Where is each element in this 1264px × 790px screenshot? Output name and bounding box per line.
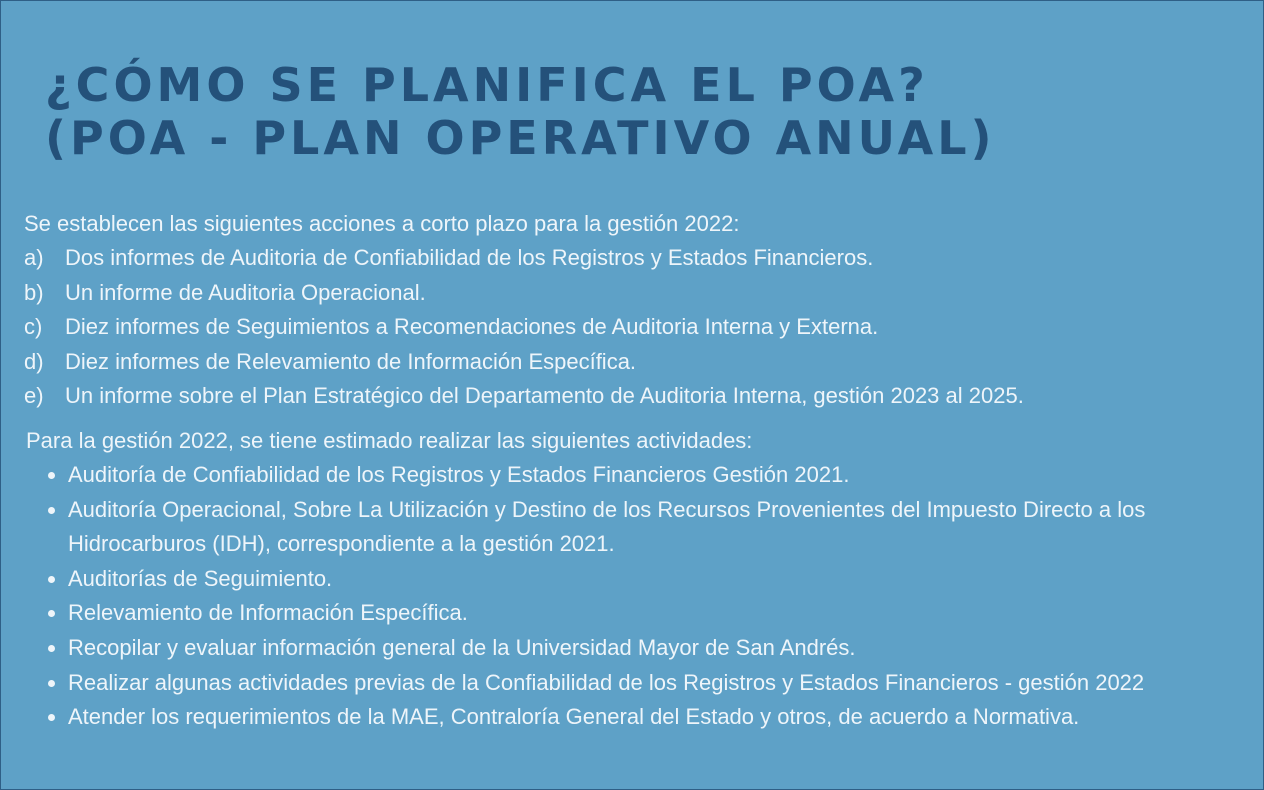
list-item bbox=[46, 596, 1206, 631]
list-item-text: Realizar algunas actividades previas de la Confiabilidad de los Registros y Estados Financieros - gestión 2022 bbox=[68, 669, 1145, 695]
list-item-letter: b) bbox=[24, 279, 44, 305]
list-item bbox=[46, 493, 1206, 562]
activities-list bbox=[46, 458, 1206, 735]
bullet-icon bbox=[48, 645, 55, 652]
short-term-intro: Se establecen las siguientes acciones a corto plazo para la gestión 2022: bbox=[24, 211, 740, 236]
list-item-text: Auditoría de Confiabilidad de los Registros y Estados Financieros Gestión 2021. bbox=[68, 462, 850, 487]
bullet-icon bbox=[48, 472, 55, 479]
bullet-icon bbox=[48, 576, 55, 583]
list-item-letter: e) bbox=[24, 383, 44, 409]
list-item-text: Relevamiento de Información Específica. bbox=[68, 600, 468, 626]
list-item bbox=[46, 562, 1206, 597]
list-item-text: Dos informes de Auditoria de Confiabilidad de los Registros y Estados Financieros. bbox=[65, 245, 874, 270]
list-item bbox=[24, 310, 1024, 345]
list-item-text: Un informe sobre el Plan Estratégico del Departamento de Auditoria Interna, gestión 2023 al 2025. bbox=[65, 383, 1024, 409]
activities-intro: Para la gestión 2022, se tiene estimado realizar las siguientes actividades: bbox=[26, 428, 753, 453]
title-line-2: (POA - PLAN OPERATIVO ANUAL) bbox=[45, 111, 996, 165]
list-item bbox=[46, 631, 1206, 666]
list-item-text: Auditoría Operacional, Sobre La Utilización y Destino de los Recursos Provenientes del Impuesto Directo a los Hidrocarburos (IDH), correspondiente a la gestión 2021. bbox=[68, 496, 1146, 557]
page-title bbox=[45, 59, 996, 165]
bullet-icon bbox=[48, 507, 55, 514]
bullet-icon bbox=[48, 610, 55, 617]
list-item-letter: c) bbox=[24, 314, 43, 340]
short-term-list bbox=[24, 241, 1024, 414]
list-item bbox=[24, 379, 1024, 414]
list-item bbox=[46, 666, 1206, 701]
list-item-text: Recopilar y evaluar información general de la Universidad Mayor de San Andrés. bbox=[68, 634, 856, 660]
list-item bbox=[24, 241, 1024, 276]
title-line-1: ¿CÓMO SE PLANIFICA EL POA? bbox=[45, 58, 929, 112]
list-item-text: Diez informes de Relevamiento de Información Específica. bbox=[65, 348, 637, 374]
list-item-text: Atender los requerimientos de la MAE, Contraloría General del Estado y otros, de acuerdo a Normativa. bbox=[68, 704, 1080, 730]
bullet-icon bbox=[48, 714, 55, 721]
list-item bbox=[24, 345, 1024, 380]
bullet-icon bbox=[48, 680, 55, 687]
list-item bbox=[46, 458, 1206, 493]
list-item-letter: d) bbox=[24, 348, 44, 374]
list-item bbox=[46, 700, 1206, 735]
list-item-text: Diez informes de Seguimientos a Recomendaciones de Auditoria Interna y Externa. bbox=[65, 314, 879, 340]
list-item bbox=[24, 276, 1024, 311]
list-item-text: Un informe de Auditoria Operacional. bbox=[65, 279, 426, 305]
list-item-letter: a) bbox=[24, 245, 44, 270]
list-item-text: Auditorías de Seguimiento. bbox=[68, 565, 333, 591]
